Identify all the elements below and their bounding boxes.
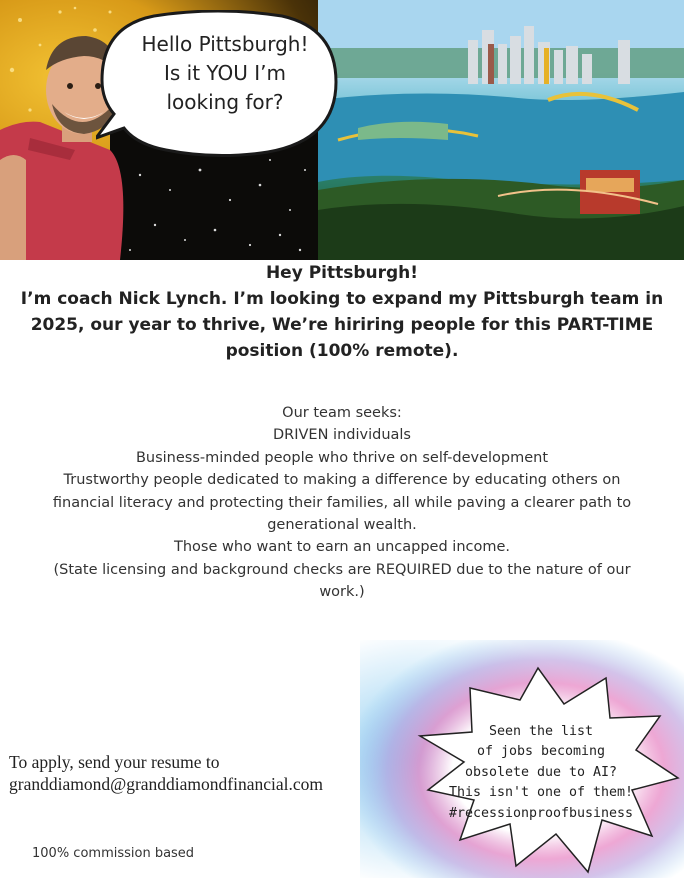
- seeks-line: Trustworthy people dedicated to making a difference by educating others on: [63, 472, 621, 489]
- apply-email: granddiamond@granddiamondfinancial.com: [9, 774, 324, 794]
- seeks-line: Business-minded people who thrive on self-development: [135, 449, 549, 466]
- burst-line: Seen the list: [488, 724, 594, 739]
- burst-line: This isn't one of them!: [448, 785, 634, 801]
- starburst-text: [430, 722, 652, 824]
- bubble-line-3: looking for?: [166, 90, 284, 114]
- hashtag: #recessionproofbusiness: [448, 805, 634, 821]
- apply-line: To apply, send your resume to: [9, 752, 220, 772]
- commission-note: 100% commission based: [32, 846, 195, 861]
- skyline-illustration: [318, 0, 684, 260]
- pittsburgh-skyline-photo: [318, 0, 684, 260]
- bubble-line-2: Is it YOU I’m: [163, 61, 287, 85]
- burst-line: obsolete due to AI?: [464, 764, 618, 780]
- bubble-line-1: Hello Pittsburgh!: [141, 32, 309, 56]
- seeks-line: Those who want to earn an uncapped income.: [173, 539, 511, 556]
- apply-instructions: [9, 751, 323, 795]
- seeks-line: work.): [319, 584, 365, 601]
- headline: [0, 260, 684, 364]
- seeks-line: (State licensing and background checks are REQUIRED due to the nature of our: [53, 561, 631, 578]
- team-seeks-section: [0, 402, 684, 604]
- seeks-line: DRIVEN individuals: [273, 427, 411, 444]
- hero-image-strip: [0, 0, 684, 260]
- greeting: Hey Pittsburgh!: [265, 263, 419, 283]
- seeks-line: financial literacy and protecting their families, all while paving a clearer path to: [52, 494, 632, 511]
- speech-bubble-text: [118, 30, 332, 117]
- burst-line: of jobs becoming: [476, 744, 606, 760]
- seeks-line: generational wealth.: [267, 517, 417, 534]
- team-seeks-heading: Our team seeks:: [282, 405, 402, 421]
- intro-text: I’m coach Nick Lynch. I’m looking to expand my Pittsburgh team in 2025, our year to thrive, We’re hiriring people for this PART-TIME position (100% remote).: [20, 289, 664, 361]
